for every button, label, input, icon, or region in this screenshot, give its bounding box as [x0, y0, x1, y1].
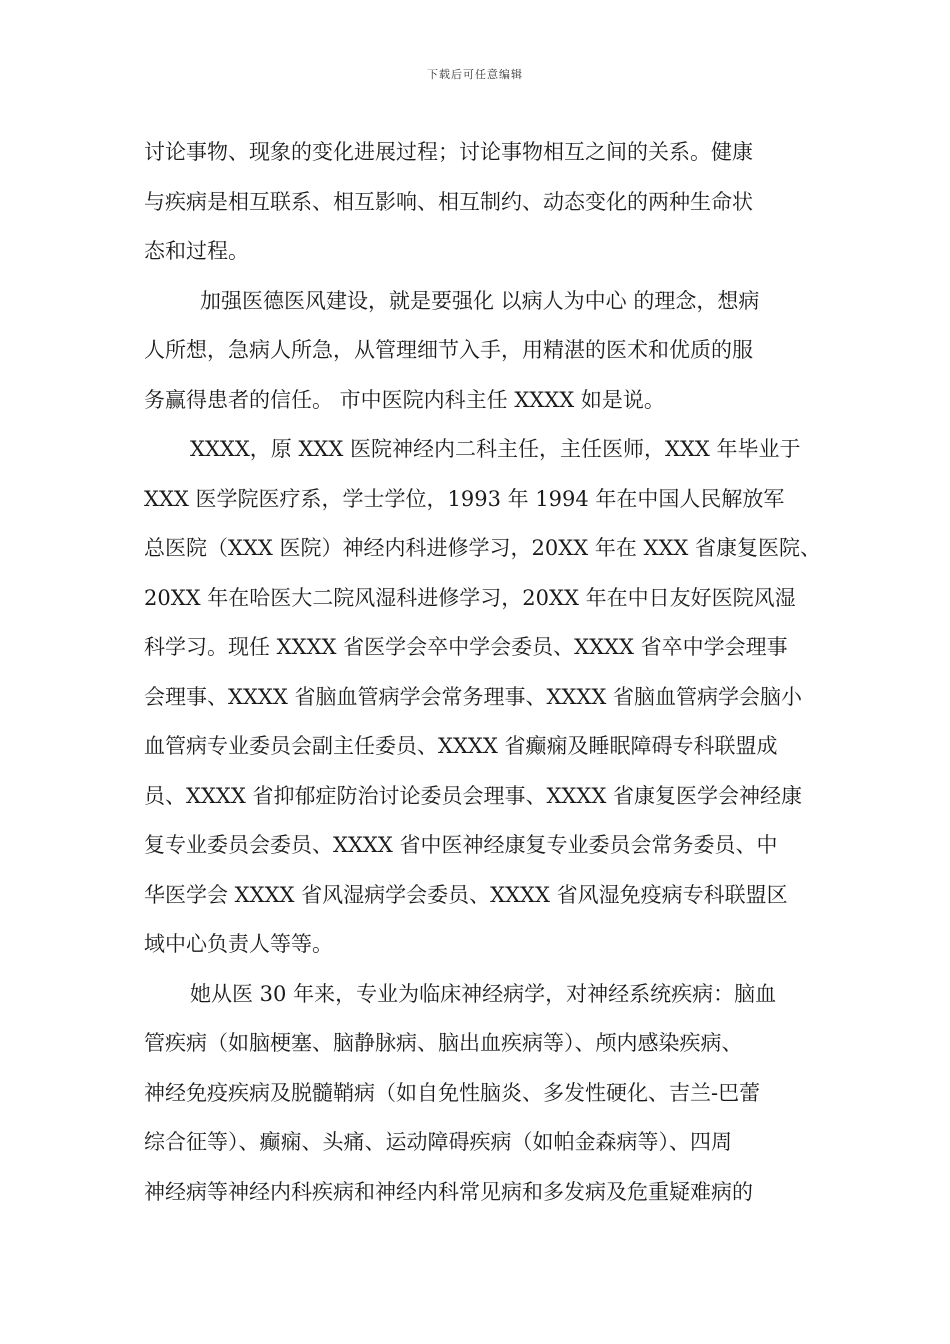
text-line: 神经病等神经内科疾病和神经内科常见病和多发病及危重疑难病的	[144, 1179, 753, 1204]
text-line: 员、XXXX 省抑郁症防治讨论委员会理事、XXXX 省康复医学会神经康	[144, 783, 802, 808]
paragraph-1	[144, 128, 816, 277]
text-line: 她从医 30 年来，专业为临床神经病学，对神经系统疾病：脑血	[190, 981, 777, 1006]
text-line: 20XX 年在哈医大二院风湿科进修学习，20XX 年在中日友好医院风湿	[144, 585, 796, 610]
paragraph-3	[144, 425, 822, 970]
text-line: 总医院（XXX 医院）神经内科进修学习，20XX 年在 XXX 省康复医院、	[144, 536, 822, 560]
text-line: 态和过程。	[144, 239, 249, 263]
text-line: 务赢得患者的信任。 市中医院内科主任 XXXX 如是说。	[144, 387, 665, 412]
text-line: 会理事、XXXX 省脑血管病学会常务理事、XXXX 省脑血管病学会脑小	[144, 684, 802, 709]
document-body	[144, 128, 822, 1217]
text-line: 血管病专业委员会副主任委员、XXXX 省癫痫及睡眠障碍专科联盟成	[144, 734, 778, 758]
text-line: 与疾病是相互联系、相互影响、相互制约、动态变化的两种生命状	[144, 189, 753, 214]
text-line: 科学习。现任 XXXX 省医学会卒中学会委员、XXXX 省卒中学会理事	[144, 635, 788, 659]
text-line: 综合征等）、癫痫、头痛、运动障碍疾病（如帕金森病等）、四周	[144, 1130, 732, 1154]
text-line: 域中心负责人等等。	[144, 932, 333, 956]
text-line: 讨论事物、现象的变化进展过程；讨论事物相互之间的关系。健康	[144, 140, 753, 164]
text-line: 管疾病（如脑梗塞、脑静脉病、脑出血疾病等）、颅内感染疾病、	[144, 1031, 743, 1055]
page-header-note: 下载后可任意编辑	[427, 68, 523, 81]
text-line: 神经免疫疾病及脱髓鞘病（如自免性脑炎、多发性硬化、吉兰-巴蕾	[144, 1080, 761, 1105]
text-line: XXX 医学院医疗系，学士学位，1993 年 1994 年在中国人民解放军	[144, 486, 785, 511]
text-line: 华医学会 XXXX 省风湿病学会委员、XXXX 省风湿免疫病专科联盟区	[144, 882, 788, 907]
paragraph-2	[144, 277, 816, 426]
text-line: XXXX，原 XXX 医院神经内二科主任，主任医师，XXX 年毕业于	[190, 437, 801, 461]
text-line: 复专业委员会委员、XXXX 省中医神经康复专业委员会常务委员、中	[144, 833, 778, 857]
paragraph-4	[144, 970, 816, 1218]
text-line: 加强医德医风建设，就是要强化 以病人为中心 的理念，想病	[200, 288, 760, 313]
text-line: 人所想，急病人所急，从管理细节入手，用精湛的医术和优质的服	[144, 338, 753, 362]
